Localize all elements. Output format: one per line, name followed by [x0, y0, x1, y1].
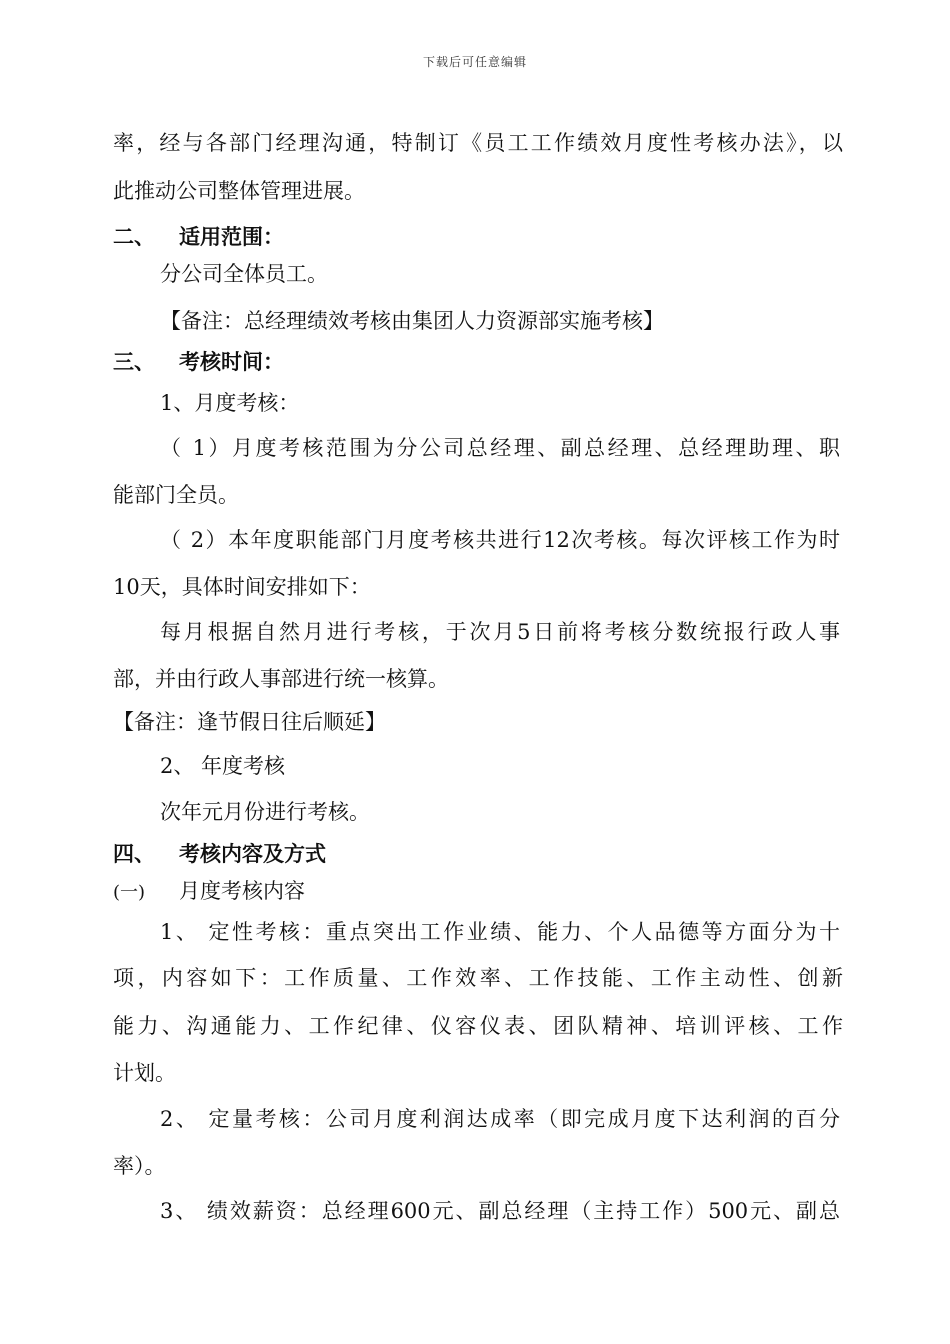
paragraph-line: 能部门全员。 — [113, 483, 239, 507]
paragraph-line: 每月根据自然月进行考核，于次月5日前将考核分数统报行政人事 — [160, 620, 840, 644]
paragraph-line: 3、 绩效薪资：总经理600元、副总经理（主持工作）500元、副总 — [160, 1199, 840, 1223]
paragraph-line: 计划。 — [113, 1061, 176, 1085]
paragraph-line: 2、 定量考核：公司月度利润达成率（即完成月度下达利润的百分 — [160, 1107, 840, 1131]
note-line: 【备注：总经理绩效考核由集团人力资源部实施考核】 — [160, 309, 664, 333]
section-heading-time — [113, 347, 843, 377]
paragraph-line: 分公司全体员工。 — [160, 262, 328, 286]
section-number: 四、 — [113, 841, 155, 866]
paragraph-line: 此推动公司整体管理进展。 — [113, 179, 365, 203]
section-title: 考核内容及方式 — [179, 841, 326, 866]
note-line: 【备注：逢节假日往后顺延】 — [113, 710, 386, 734]
page-header-note: 下载后可任意编辑 — [422, 55, 527, 69]
paragraph-line: 项，内容如下：工作质量、工作效率、工作技能、工作主动性、创新 — [113, 966, 843, 990]
paragraph-line: 能力、沟通能力、工作纪律、仪容仪表、团队精神、培训评核、工作 — [113, 1014, 843, 1038]
paragraph-line: 次年元月份进行考核。 — [160, 800, 370, 824]
paragraph-line: 10天，具体时间安排如下： — [113, 575, 371, 599]
paragraph-line: 率）。 — [113, 1154, 166, 1178]
section-number: 三、 — [113, 349, 155, 374]
paragraph-line: 1、 定性考核：重点突出工作业绩、能力、个人品德等方面分为十 — [160, 920, 840, 944]
subsection-heading — [113, 876, 843, 908]
subsection-number: (一) — [113, 882, 146, 903]
paragraph-line: （ 2）本年度职能部门月度考核共进行12次考核。每次评核工作为时 — [160, 528, 840, 552]
section-heading-scope — [113, 222, 843, 252]
section-number: 二、 — [113, 224, 155, 249]
paragraph-line: 率，经与各部门经理沟通，特制订《员工工作绩效月度性考核办法》，以 — [113, 131, 843, 155]
subsection-title: 月度考核内容 — [179, 879, 305, 903]
list-item: 2、 年度考核 — [160, 754, 286, 778]
section-title: 考核时间： — [179, 349, 284, 374]
paragraph-line: （ 1）月度考核范围为分公司总经理、副总经理、总经理助理、职 — [160, 436, 840, 460]
paragraph-line: 部，并由行政人事部进行统一核算。 — [113, 667, 449, 691]
section-heading-content — [113, 839, 843, 869]
list-item: 1、月度考核： — [160, 391, 300, 415]
section-title: 适用范围： — [179, 224, 284, 249]
